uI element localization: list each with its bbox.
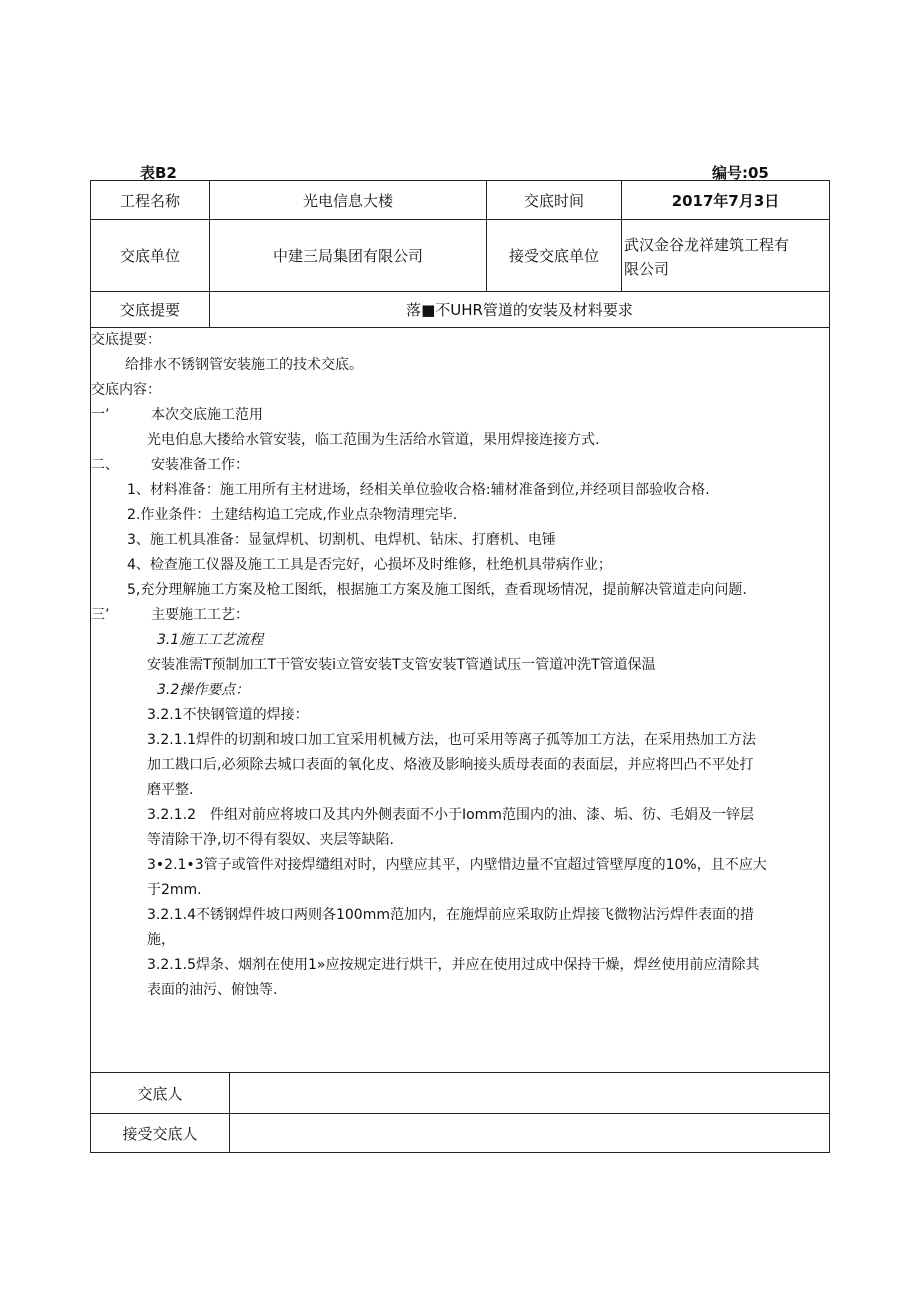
body-line: 磨平整. <box>147 782 194 798</box>
receiver-value-line-2: 限公司 <box>624 260 670 278</box>
form-code: 表B2 <box>140 164 177 182</box>
row-presenter <box>91 1073 829 1114</box>
body-line: 给排水不锈钢管安装施工的技术交底。 <box>125 357 363 373</box>
section-title: 安装准备工作： <box>151 457 249 473</box>
unit-label: 交底单位 <box>119 246 180 265</box>
body-line: 3.1施工工艺流程 <box>157 632 264 648</box>
signature-table <box>90 1073 830 1153</box>
body-line: 4、检查施工仪器及施工工具是否完好，心损坏及时维修，杜绝机具带病作业； <box>127 557 612 573</box>
project-label: 工程名称 <box>119 191 180 210</box>
header-table <box>90 180 830 328</box>
body-line: 3、施工机具准备：显氩焊机、切割机、电焊机、钻床、打磨机、电锤 <box>127 532 556 548</box>
row-unit <box>91 219 829 292</box>
receiver-sign-label: 接受交底人 <box>122 1124 198 1143</box>
body-line: 3.2.1.2 件组对前应将坡口及其内外侧表面不小于Iomm范围内的油、漆、垢、彷、毛娟及一锌层 <box>147 807 754 823</box>
time-label: 交底时间 <box>523 191 584 210</box>
section-number: 二、 <box>91 457 119 473</box>
body-line: 安装准需T预制加工T干管安装i立管安装T支管安装T管遒试压一管道冲洗T管道保温 <box>147 657 656 673</box>
body-line: 1、材料准备：施工用所有主材进场，经相关单位验收合格:辅材准备到位,并经项目部验收合格. <box>127 482 710 498</box>
body-line: 5,充分理解施工方案及枪工图纸，根据施工方案及施工图纸，查看现场情况，提前解决管道走向问题. <box>127 582 747 598</box>
body-line: 交底内容： <box>91 382 161 398</box>
body-line: 等清除干净,切不得有裂奴、夹层等缺陷. <box>147 832 394 848</box>
body-line: 3•2.1•3管子或管件对接焊缱组对时，内壁应其平，内壁惜边量不宜超过管壁厚度的10%，且不应大 <box>147 857 767 873</box>
body-line: 3.2.1.5焊条、烟剂在使用1»应按规定进行烘干，并应在使用过成中保持干燥，焊丝使用前应清除其 <box>147 957 760 973</box>
body-line: 3.2.1.4不锈钢焊件坡口两则各100mm范加内，在施焊前应采取防止焊接飞微物沾污焊件表面的措 <box>147 907 754 923</box>
receiver-label: 接受交底单位 <box>508 246 599 265</box>
receiver-value-line-1: 武汉金谷龙祥建筑工程有 <box>624 236 790 254</box>
section-number: 一’ <box>91 407 110 423</box>
body-line: 2.作业条件：土建结构追工完成,作业点杂物清理完毕. <box>127 507 458 523</box>
unit-value: 中建三局集团有限公司 <box>272 246 423 265</box>
time-value: 2017年7月3日 <box>671 191 780 210</box>
row-project <box>91 181 829 220</box>
body-line: 表面的油污、俯蚀等. <box>147 982 278 998</box>
section-title: 主要施工工艺： <box>151 607 249 623</box>
doc-number: 编号:05 <box>712 164 769 182</box>
receiver-value <box>624 233 789 281</box>
body-line: 于2mm. <box>147 882 202 898</box>
content-body <box>90 328 830 1073</box>
row-receiver <box>91 1113 829 1153</box>
summary-label: 交底提要 <box>119 301 180 319</box>
presenter-label: 交底人 <box>137 1084 183 1103</box>
body-line: 加工戡口后,必须除去城口表面的氧化皮、烙液及影晌接头质母表面的表面层，并应将凹凸不平处打 <box>147 757 754 773</box>
body-line: 施， <box>147 932 175 948</box>
body-line: 3.2操作要点： <box>157 682 250 698</box>
section-title: 本次交底施工范用 <box>151 407 263 423</box>
section-number: 三’ <box>91 607 110 623</box>
body-line: 光电伯息大搂给水管安装，临工范围为生活给水管道，果用焊接连接方式. <box>147 432 600 448</box>
summary-value: 落■不UHR管道的安装及材料要求 <box>406 301 633 319</box>
project-value: 光电信息大楼 <box>302 191 393 210</box>
body-line: 3.2.1不快钢管道的焊接： <box>147 707 309 723</box>
body-line: 3.2.1.1焊件的切割和坡口加工宜采用机械方法，也可采用等离子孤等加工方法，在采用热加工方法 <box>147 732 756 748</box>
body-line: 交底提要： <box>91 332 161 348</box>
row-summary <box>91 291 829 328</box>
